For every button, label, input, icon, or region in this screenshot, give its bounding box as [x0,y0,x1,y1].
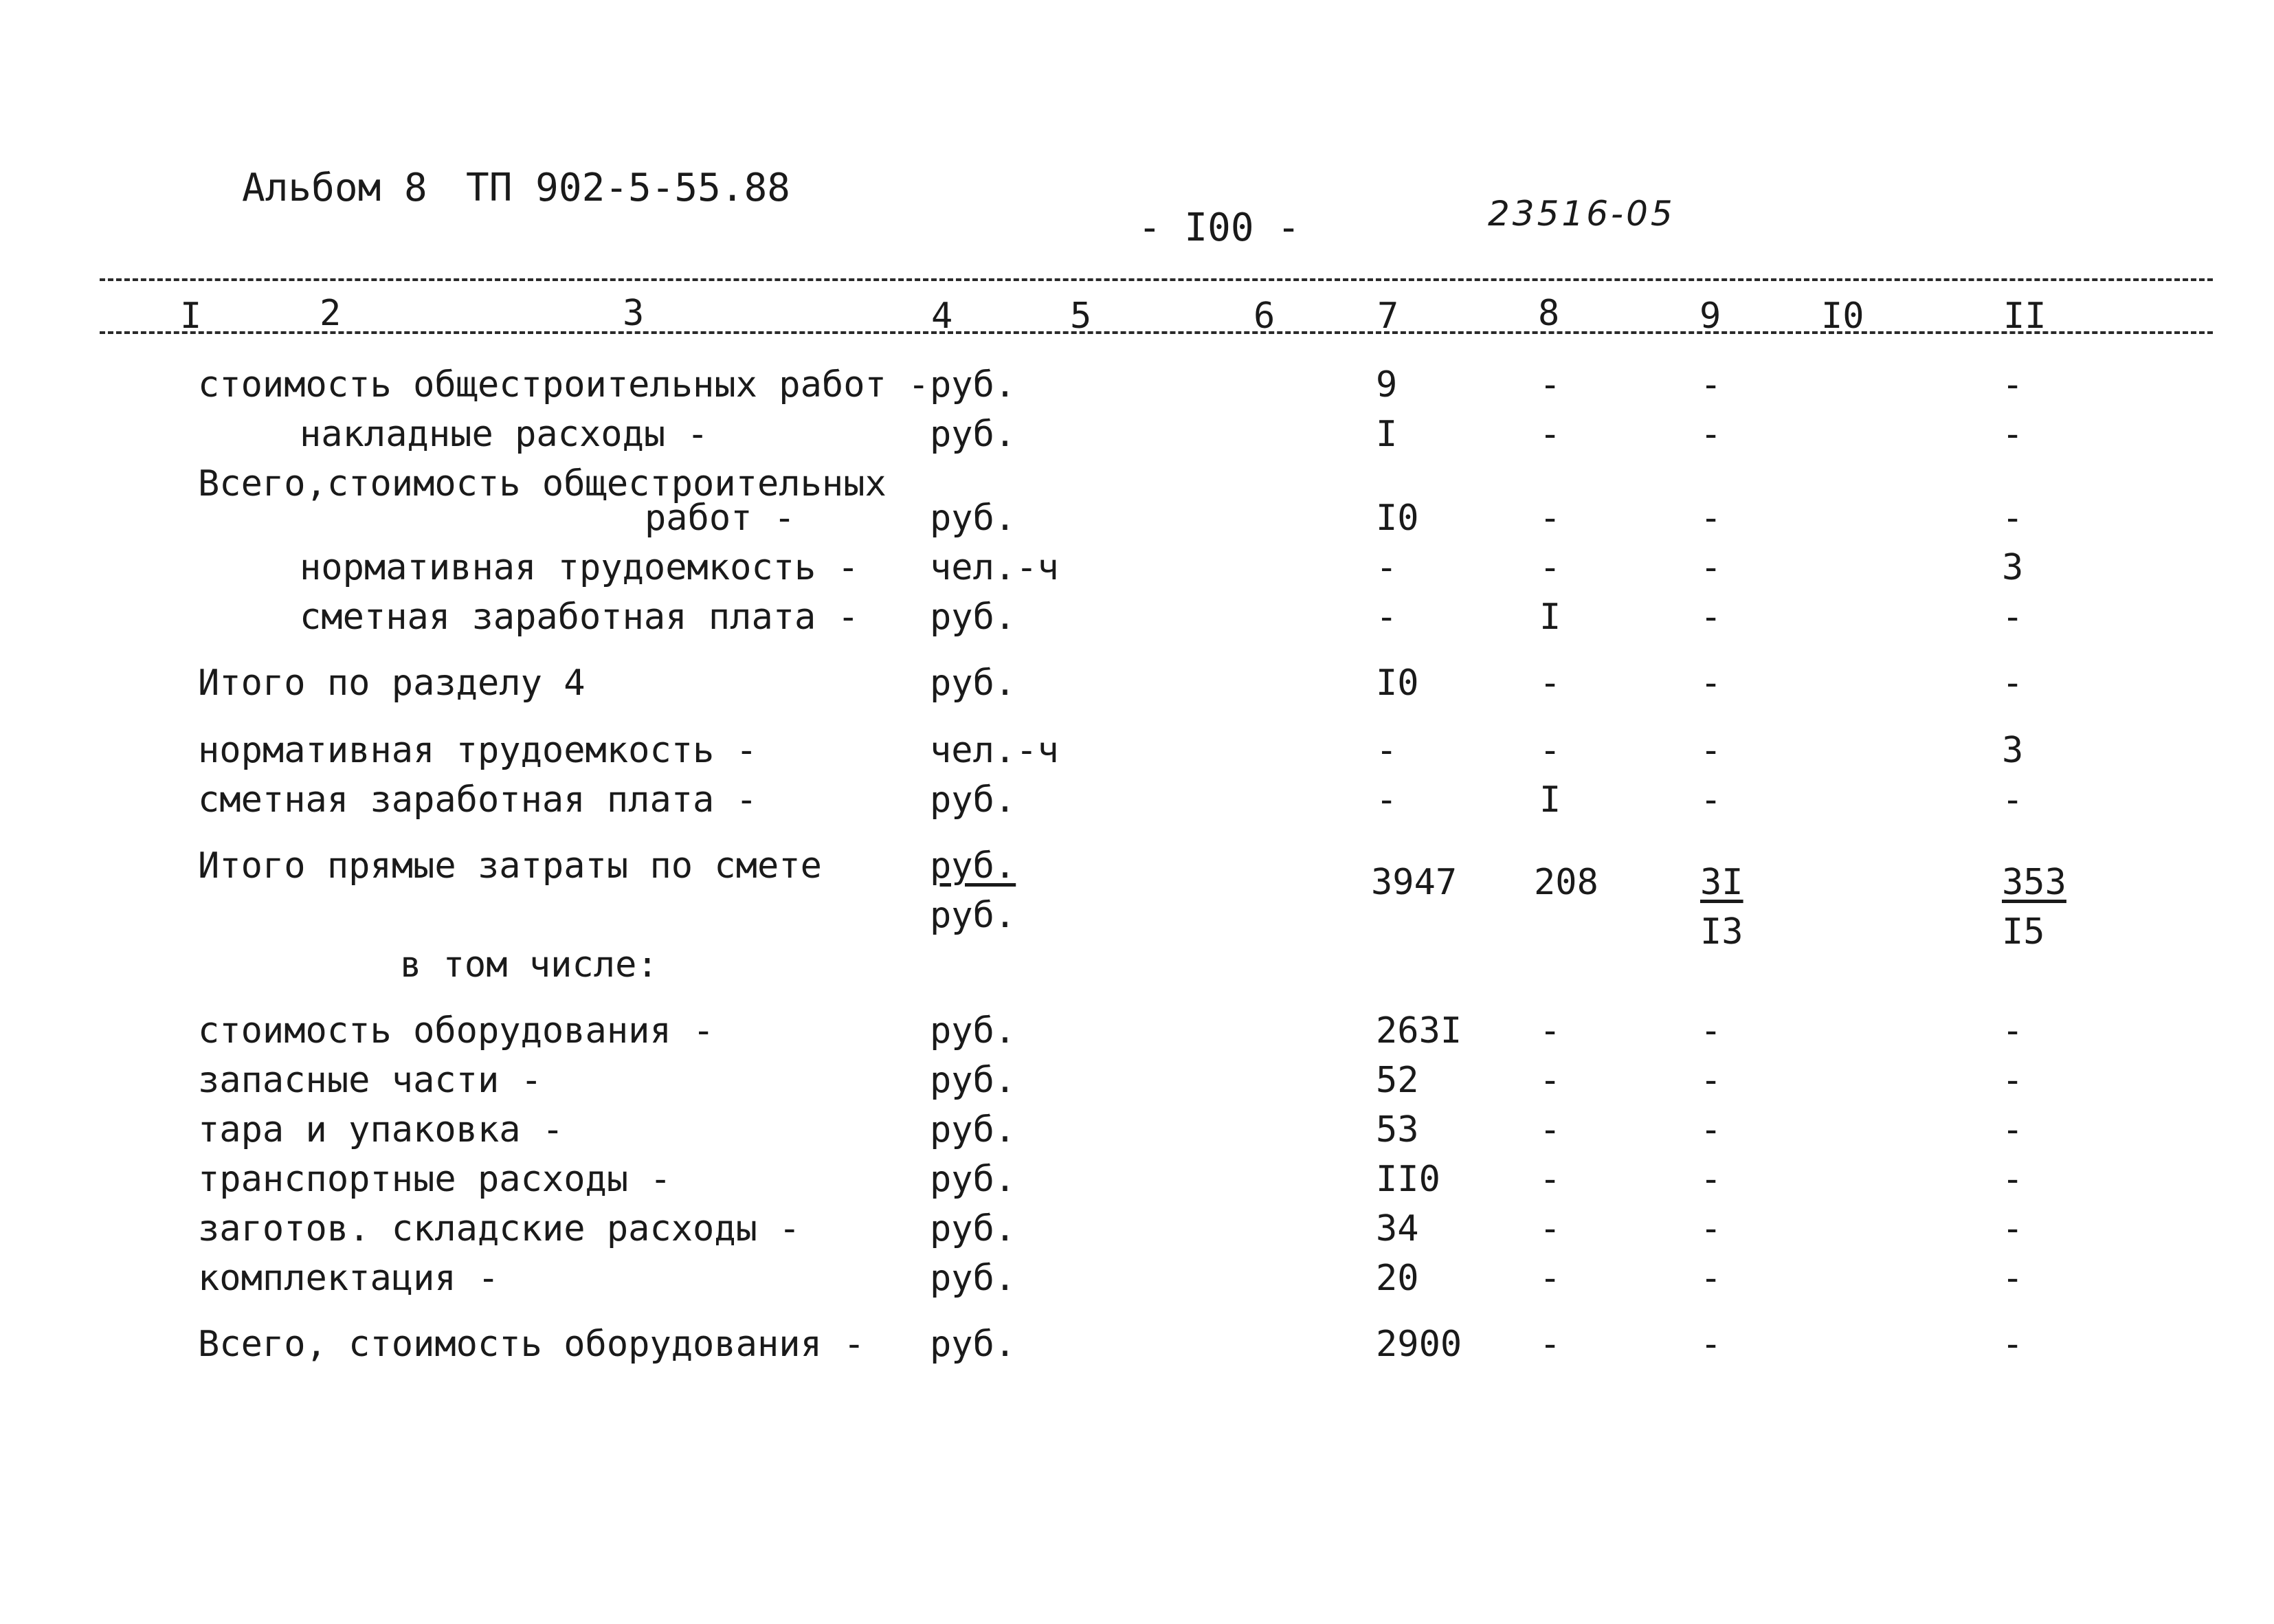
cell-col8: - [1539,364,1561,405]
cell-col11: - [2002,1010,2024,1052]
row-label: сметная заработная плата - [198,779,757,821]
row-unit: руб. [930,1159,1016,1200]
col-number-1: I [180,296,202,337]
cell-col8: - [1539,1324,1561,1365]
row-label: нормативная трудоемкость - [300,547,859,588]
row-unit: руб. [930,414,1016,455]
cell-col7: 52 [1376,1060,1419,1101]
row-unit: руб. [930,1324,1016,1365]
cell-col11-denominator: I5 [2002,911,2045,953]
row-label: тара и упаковка - [198,1109,564,1150]
cell-col11: - [2002,1109,2024,1150]
row-unit: руб. [930,1208,1016,1249]
col-number-3: 3 [623,293,645,334]
cell-col9: - [1700,1060,1722,1101]
cell-col9: - [1700,414,1722,455]
cell-col11: 3 [2002,730,2024,771]
cell-col11: - [2002,364,2024,405]
row-unit: руб. [930,1109,1016,1150]
cell-col7: II0 [1376,1159,1440,1200]
cell-col9: - [1700,364,1722,405]
cell-col9: - [1700,1159,1722,1200]
row-unit: руб. [930,663,1016,704]
cell-col7: I0 [1376,663,1419,704]
cell-col11: - [2002,663,2024,704]
row-label: Итого по разделу 4 [198,663,586,704]
cell-col9: - [1700,1109,1722,1150]
cell-col9: - [1700,1208,1722,1249]
cell-col8: - [1539,663,1561,704]
top-rule [100,278,2213,281]
cell-col11: - [2002,1159,2024,1200]
row-unit-bottom: руб. [930,895,1016,936]
row-label: транспортные расходы - [198,1159,671,1200]
cell-col11: - [2002,1324,2024,1365]
cell-col11: - [2002,1258,2024,1299]
col-number-10: I0 [1821,296,1864,337]
cell-col8: - [1539,547,1561,588]
row-unit: руб. [930,1258,1016,1299]
project-code: ТП 902-5-55.88 [466,166,791,210]
cell-col11: - [2002,414,2024,455]
cell-col9: - [1700,730,1722,771]
cell-col9: - [1700,547,1722,588]
cell-col7: 53 [1376,1109,1419,1150]
cell-col8: I [1539,597,1561,638]
cell-col9: - [1700,779,1722,821]
cell-col7: 9 [1376,364,1398,405]
cell-col7: - [1376,779,1398,821]
cell-col7: - [1376,547,1398,588]
cell-col8: - [1539,1159,1561,1200]
row-label: запасные части - [198,1060,542,1101]
cell-col8: 208 [1534,862,1598,903]
row-label: заготов. складские расходы - [198,1208,801,1249]
cell-col8: - [1539,1060,1561,1101]
row-unit: руб. [930,597,1016,638]
cell-col8: - [1539,1010,1561,1052]
cell-col9: - [1700,498,1722,539]
col-number-11: II [2003,296,2047,337]
cell-col9: - [1700,1258,1722,1299]
row-label: стоимость общестроительных работ - [198,364,930,405]
cell-col11: - [2002,1060,2024,1101]
row-label: Всего, стоимость оборудования - [198,1324,865,1365]
row-unit: чел.-ч [930,730,1059,771]
cell-col7: 3947 [1371,862,1458,903]
cell-col11: - [2002,498,2024,539]
row-unit-top: руб. [930,845,1016,887]
cell-col8: I [1539,779,1561,821]
row-unit: руб. [930,364,1016,405]
col-number-5: 5 [1070,296,1092,337]
row-unit: чел.-ч [930,547,1059,588]
row-label: нормативная трудоемкость - [198,730,757,771]
row-label-line1: Всего,стоимость общестроительных [198,463,887,504]
col-number-6: 6 [1253,296,1275,337]
cell-col7: 20 [1376,1258,1419,1299]
handwritten-number: 23516-05 [1488,194,1675,234]
cell-col11: - [2002,1208,2024,1249]
cell-col8: - [1539,730,1561,771]
cell-col8: - [1539,498,1561,539]
cell-col9-denominator: I3 [1700,911,1743,953]
cell-col9: - [1700,1324,1722,1365]
row-label: стоимость оборудования - [198,1010,715,1052]
cell-col9: - [1700,597,1722,638]
row-unit: руб. [930,1060,1016,1101]
col-number-2: 2 [320,293,342,334]
row-unit: руб. [930,498,1016,539]
row-label: Итого прямые затраты по смете [198,845,822,887]
cell-col11-numerator: 353 [2002,862,2066,903]
row-label-line2: работ - [645,498,796,539]
cell-col9: - [1700,1010,1722,1052]
col-number-9: 9 [1699,296,1721,337]
column-number-rule [100,331,2213,334]
cell-col7: I0 [1376,498,1419,539]
cell-col7: - [1376,597,1398,638]
col-number-8: 8 [1538,293,1560,334]
subheading: в том числе: [400,944,658,986]
cell-col11: 3 [2002,547,2024,588]
cell-col9: - [1700,663,1722,704]
row-unit: руб. [930,1010,1016,1052]
row-label: накладные расходы - [300,414,709,455]
row-label: комплектация - [198,1258,500,1299]
cell-col7: I [1376,414,1398,455]
row-unit: руб. [930,779,1016,821]
cell-col8: - [1539,1208,1561,1249]
album-label: Альбом 8 [242,166,427,210]
cell-col8: - [1539,414,1561,455]
cell-col7: - [1376,730,1398,771]
cell-col7: 263I [1376,1010,1462,1052]
cell-col8: - [1539,1258,1561,1299]
cell-col8: - [1539,1109,1561,1150]
page-number: - I00 - [1138,205,1301,250]
cell-col7: 34 [1376,1208,1419,1249]
cell-col7: 2900 [1376,1324,1462,1365]
cell-col11: - [2002,597,2024,638]
col-number-7: 7 [1377,296,1399,337]
cell-col9-numerator: 3I [1700,862,1743,903]
cell-col11: - [2002,779,2024,821]
col-number-4: 4 [931,296,953,337]
row-label: сметная заработная плата - [300,597,859,638]
